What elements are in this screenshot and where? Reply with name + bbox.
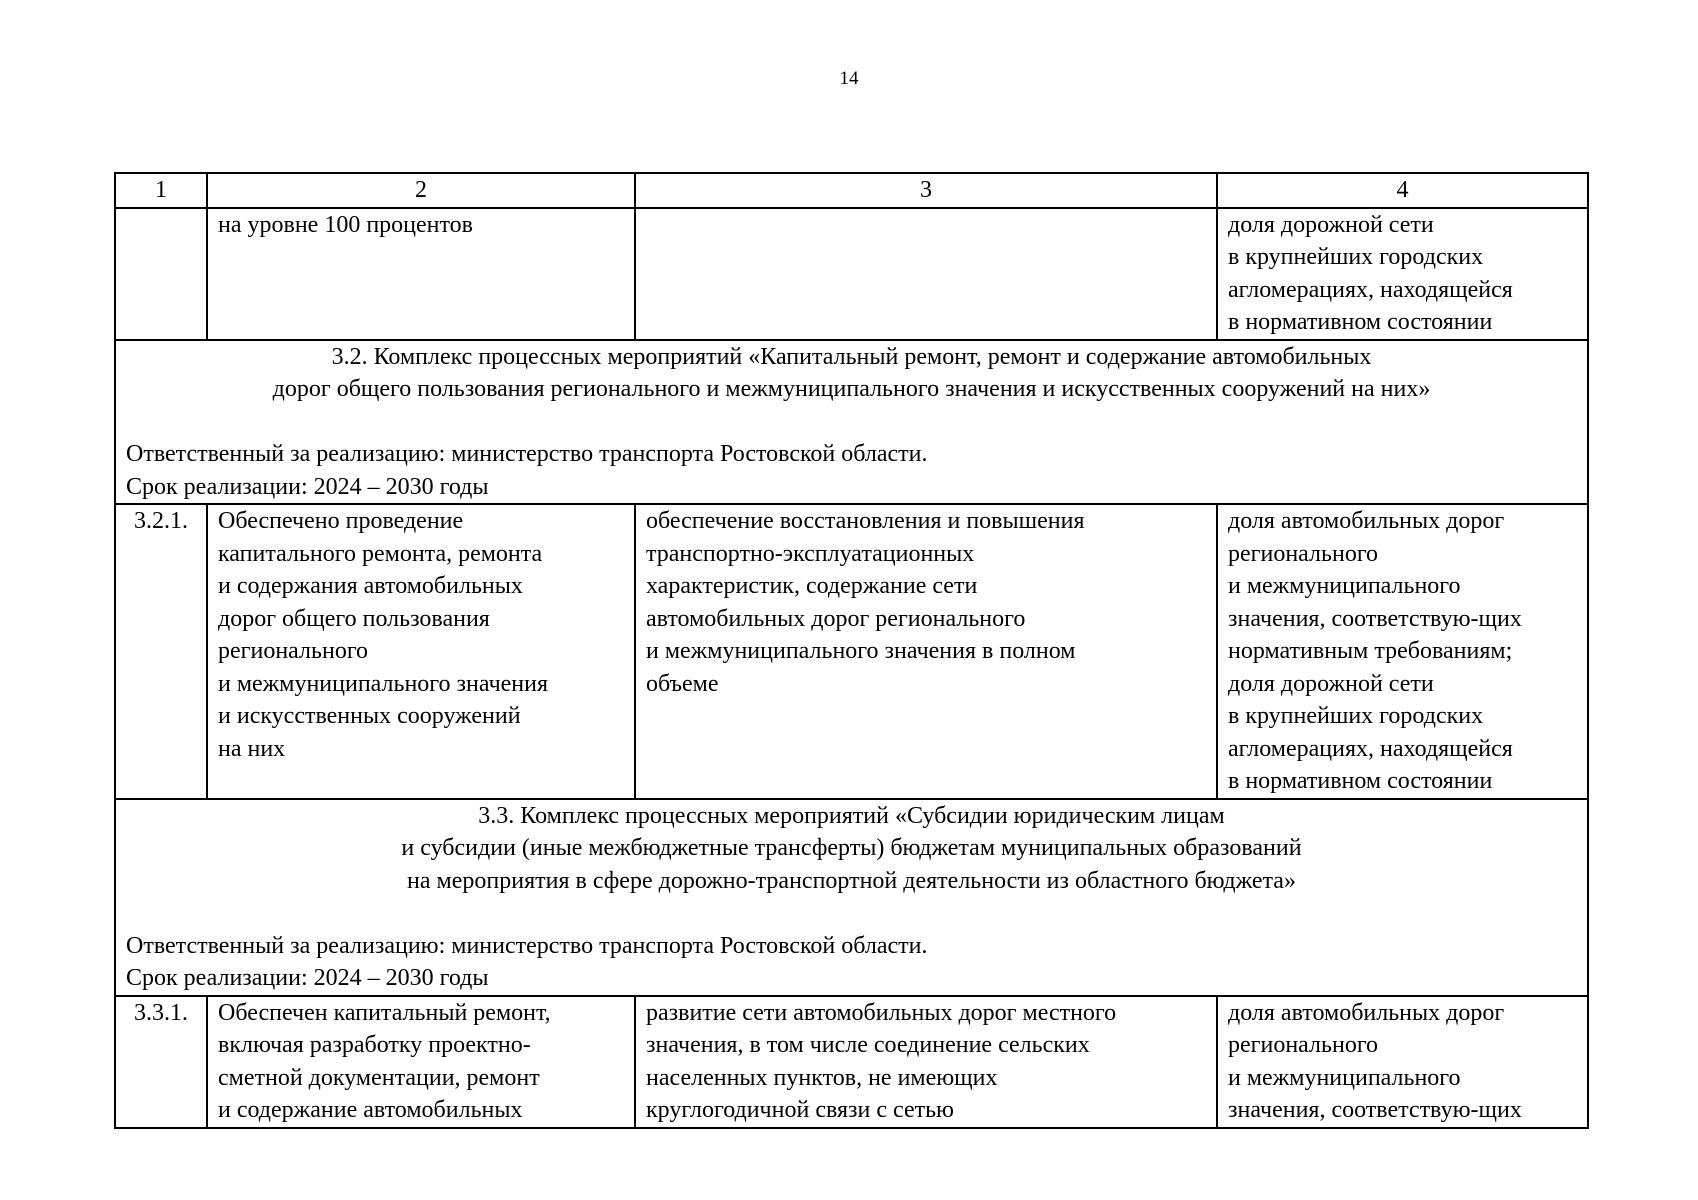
header-col-3: 3 <box>635 173 1217 208</box>
table-header-row <box>115 173 1588 208</box>
section-spacer <box>126 897 1577 930</box>
header-col-4: 4 <box>1217 173 1588 208</box>
section-responsible: Ответственный за реализацию: министерство транспорта Ростовской области. <box>126 932 928 959</box>
task-cell: Обеспечен капитальный ремонт, включая разработку проектно- сметной документации, ремонт и содержание автомобильных <box>207 996 635 1128</box>
table-row <box>115 504 1588 799</box>
section-3-3 <box>115 799 1588 996</box>
section-term: Срок реализации: 2024 – 2030 годы <box>126 965 489 991</box>
indicator-cell: доля дорожной сети в крупнейших городских агломерациях, находящейся в нормативном состоянии <box>1217 208 1588 340</box>
indicator-cell: доля автомобильных дорог регионального и межмуниципального значения, соответствую-щих нормативным требованиям; доля дорожной сети в крупнейших городских агломерациях, находящейся в нормативном состоянии <box>1217 504 1588 799</box>
task-cell: на уровне 100 процентов <box>207 208 635 340</box>
indicator-cell: доля автомобильных дорог регионального и межмуниципального значения, соответствую-щих <box>1217 996 1588 1128</box>
task-cell: Обеспечено проведение капитального ремонта, ремонта и содержания автомобильных дорог общего пользования регионального и межмуниципального значения и искусственных сооружений на них <box>207 504 635 799</box>
section-3-2 <box>115 340 1588 505</box>
header-col-2: 2 <box>207 173 635 208</box>
row-number: 3.2.1. <box>115 504 207 799</box>
page-number: 14 <box>839 68 859 89</box>
section-row <box>115 340 1588 505</box>
section-title: 3.2. Комплекс процессных мероприятий «Капитальный ремонт, ремонт и содержание автомобильных дорог общего пользования регионального и межмуниципального значения и искусственных сооружений на них» <box>272 343 1431 402</box>
section-responsible: Ответственный за реализацию: министерство транспорта Ростовской области. <box>126 441 928 467</box>
section-row <box>115 799 1588 996</box>
activities-table <box>114 172 1589 1129</box>
description-cell: обеспечение восстановления и повышения транспортно-эксплуатационных характеристик, содержание сети автомобильных дорог регионального и межмуниципального значения в полном объеме <box>635 504 1217 799</box>
row-number <box>115 208 207 340</box>
description-cell: развитие сети автомобильных дорог местного значения, в том числе соединение сельских населенных пунктов, не имеющих круглогодичной связи с сетью <box>635 996 1217 1128</box>
section-spacer <box>126 406 1577 439</box>
header-col-1: 1 <box>115 173 207 208</box>
table-row <box>115 996 1588 1128</box>
description-cell <box>635 208 1217 340</box>
section-title: 3.3. Комплекс процессных мероприятий «Субсидии юридическим лицам и субсидии (иные межбюджетные трансферты) бюджетам муниципальных образований на мероприятия в сфере дорожно-транспортной деятельности из областного бюджета» <box>401 802 1302 894</box>
table-row <box>115 208 1588 340</box>
section-term: Срок реализации: 2024 – 2030 годы <box>126 473 489 500</box>
row-number: 3.3.1. <box>115 996 207 1128</box>
